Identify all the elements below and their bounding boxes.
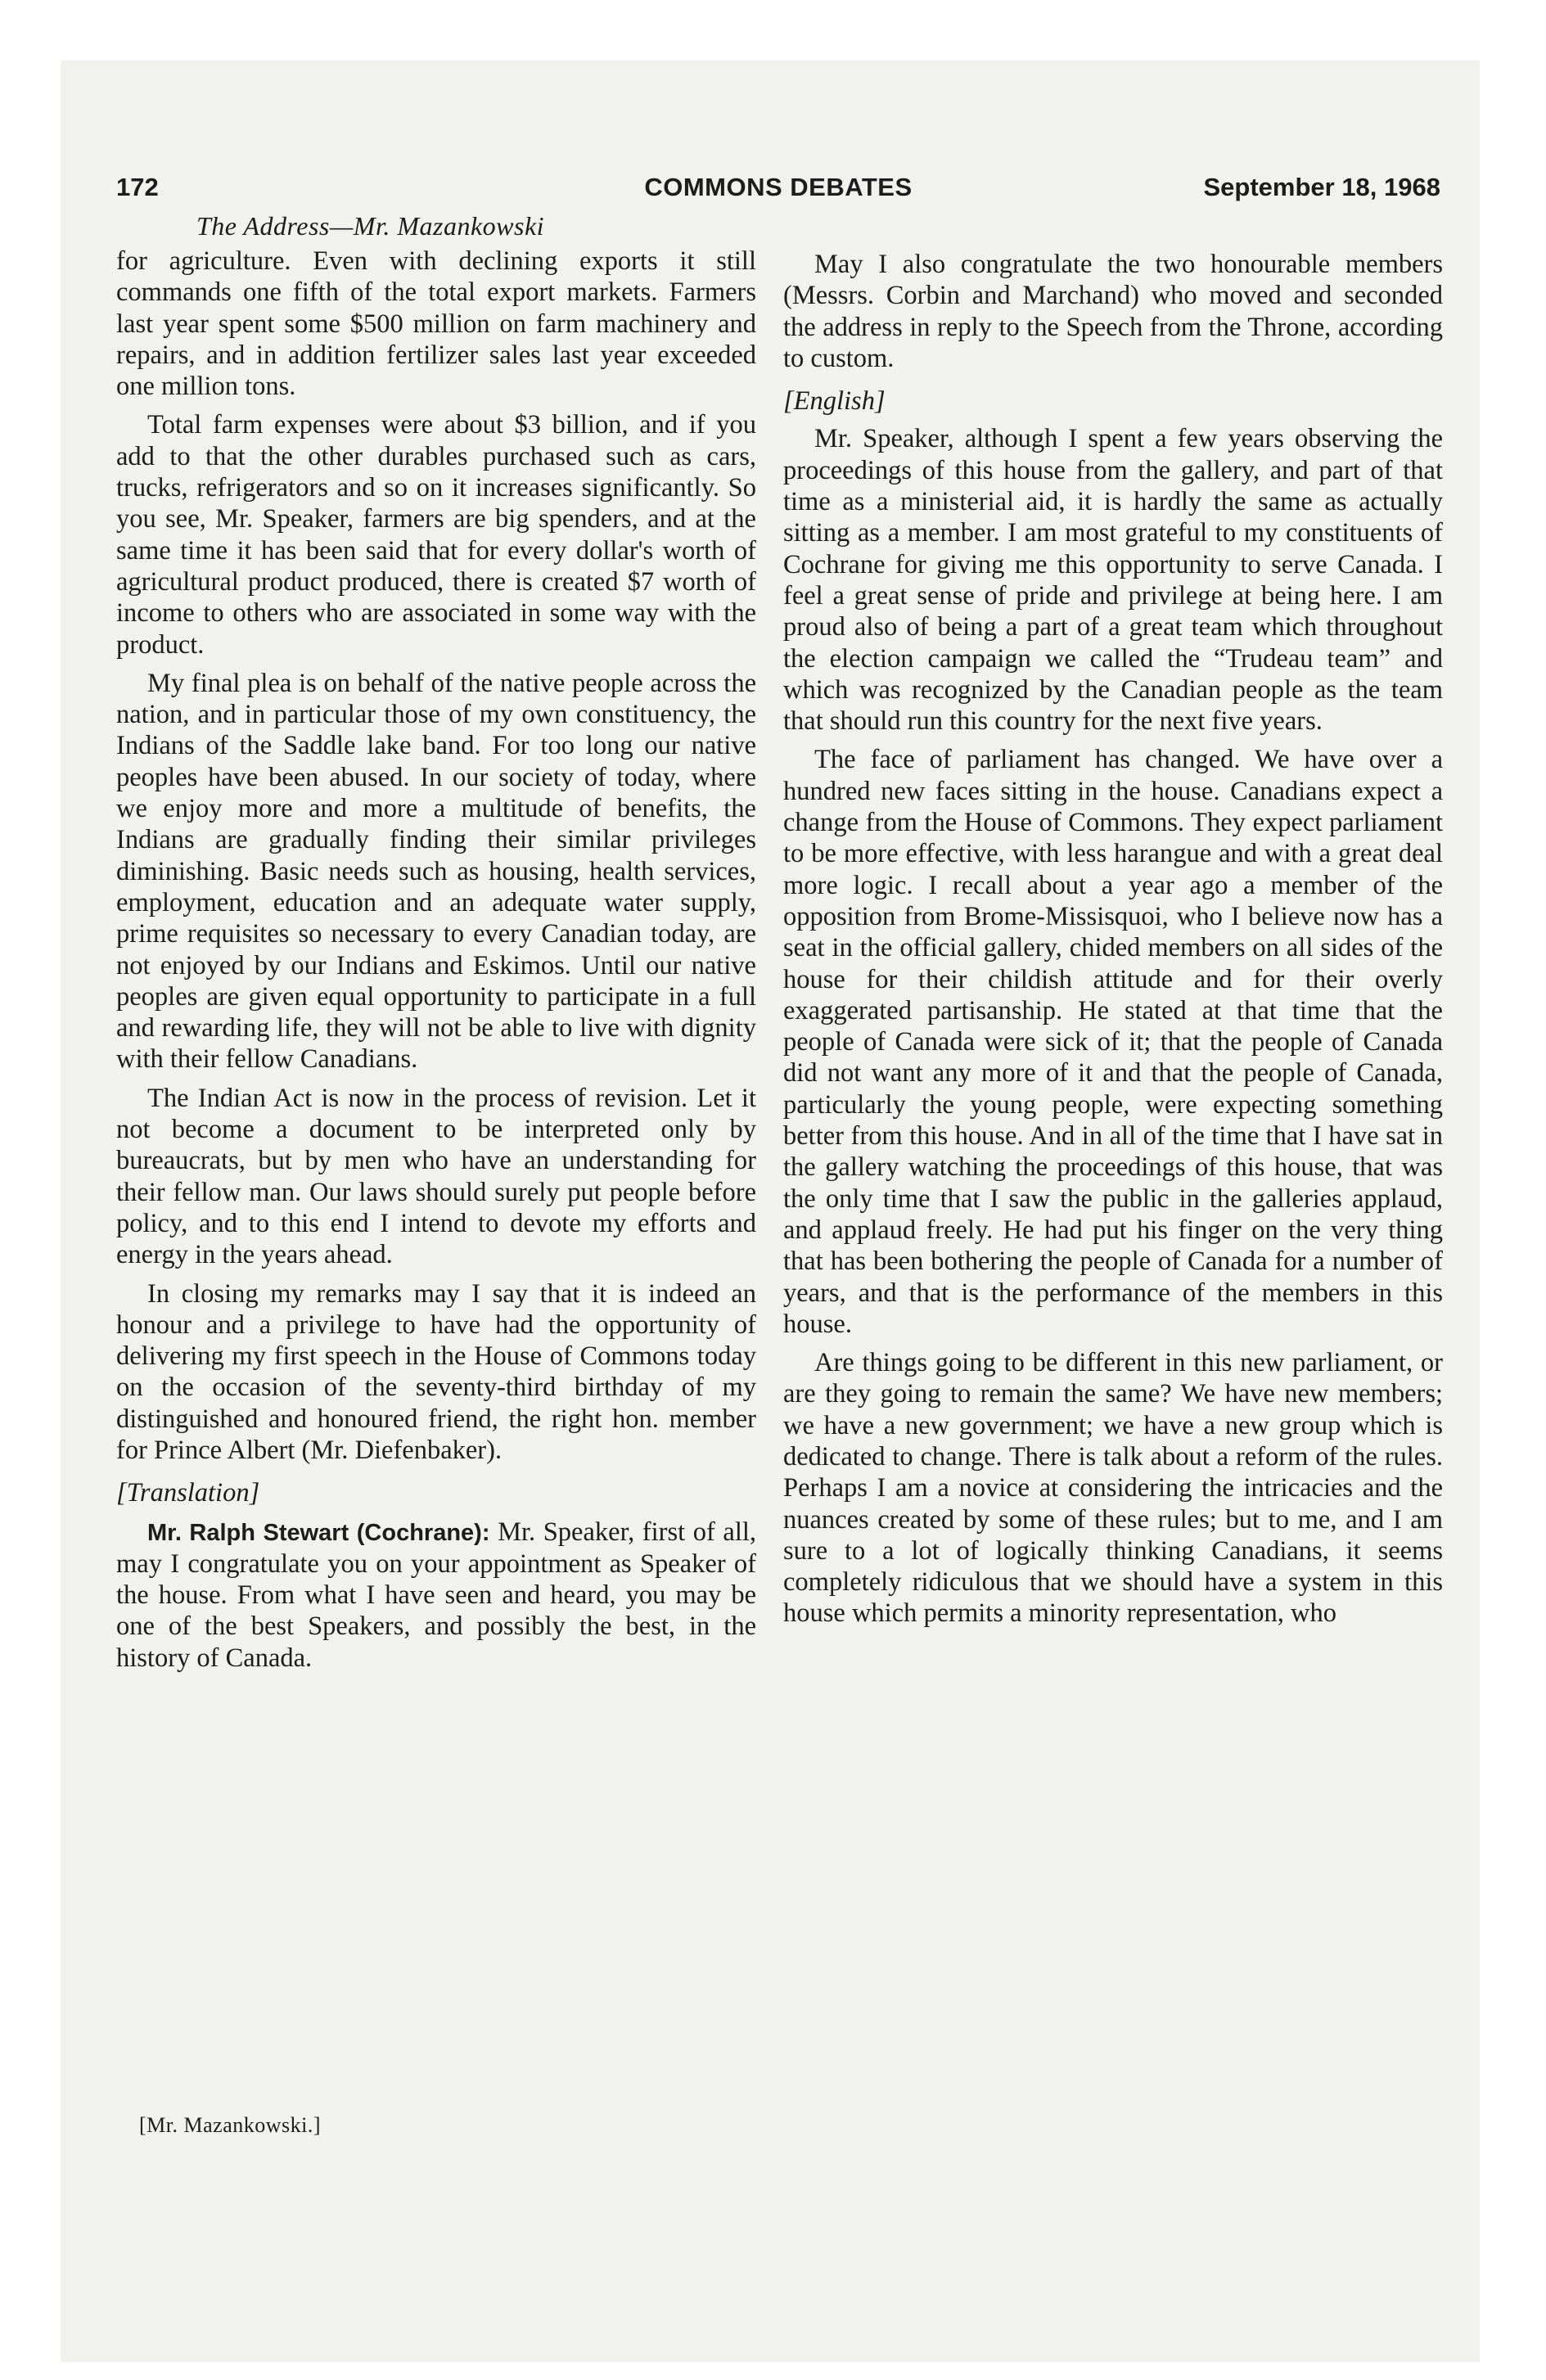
paragraph: May I also congratulate the two honourable members (Messrs. Corbin and Marchand) who moved and seconded the address in reply to the Speech from the Throne, according to custom. [783,250,1443,373]
running-head: The Address—Mr. Mazankowski [196,211,545,241]
paragraph: Total farm expenses were about $3 billion, and if you add to that the other durables purchased such as cars, trucks, refrigerators and so on it increases significantly. So you see, Mr. Speaker, farmers are big spenders, and at the same time it has been said that for every dollar's worth of agricultural product produced, there is created $7 worth of income to others who are associated in some way with the product. [116,410,756,660]
left-column [116,246,756,1674]
speech-text: Mr. Speaker, first of all, may I congratulate you on your appointment as Speaker of the house. From what I have seen and heard, you may be one of the best Speakers, and possibly the best, in the history of Canada. [116,1517,757,1673]
paragraph: My final plea is on behalf of the native people across the nation, and in particular those of my own constituency, the Indians of the Saddle lake band. For too long our native peoples have been abused. In our society of today, where we enjoy more and more a multitude of benefits, the Indians are gradually finding their similar privileges diminishing. Basic needs such as housing, health services, employment, education and an adequate water supply, prime requisites so necessary to every Canadian today, are not enjoyed by our Indians and Eskimos. Until our native peoples are given equal opportunity to participate in a full and rewarding life, they will not be able to live with dignity with their fellow Canadians. [116,668,756,1075]
page-date: September 18, 1968 [1203,173,1440,201]
right-column [783,249,1443,1629]
page-number: 172 [116,173,159,201]
translation-tag: [Translation] [116,1478,260,1508]
page-header [116,167,1440,208]
speaker-name: Mr. Ralph Stewart (Cochrane): [147,1519,490,1546]
english-tag: [English] [783,386,886,417]
publication-title: COMMONS DEBATES [644,173,913,201]
paragraph: Are things going to be different in this new parliament, or are they going to remain the same? We have new members; we have a new government; we have a new group which is dedicated to change. There is talk about a reform of the rules. Perhaps I am a novice at considering the intricacies and the nuances created by some of these rules; but to me, and I am sure to a lot of logically thinking Canadians, it seems completely ridiculous that we should have a system in this house which permits a minority representation, who [783,1348,1443,1629]
paragraph: In closing my remarks may I say that it is indeed an honour and a privilege to have had the opportunity of delivering my first speech in the House of Commons today on the occasion of the seventy-third birthday of my distinguished and honoured friend, the right hon. member for Prince Albert (Mr. Diefenbaker). [116,1278,756,1465]
paragraph: Mr. Speaker, although I spent a few years observing the proceedings of this house from the gallery, and part of that time as a ministerial aid, it is hardly the same as actually sitting as a member. I am most grateful to my constituents of Cochrane for giving me this opportunity to serve Canada. I feel a great sense of pride and privilege at being here. I am proud also of being a part of a great team which throughout the election campaign we called the “Trudeau team” and which was recognized by the Canadian people as the team that should run this country for the next five years. [783,424,1443,737]
paragraph: for agriculture. Even with declining exports it still commands one fifth of the total export markets. Farmers last year spent some $500 million on farm machinery and repairs, and in addition fertilizer sales last year exceeded one million tons. [116,246,756,402]
footnote: [Mr. Mazankowski.] [139,2113,322,2137]
paragraph: The Indian Act is now in the process of revision. Let it not become a document to be interpreted only by bureaucrats, but by men who have an understanding for their fellow man. Our laws should surely put people before policy, and to this end I intend to devote my efforts and energy in the years ahead. [116,1083,756,1270]
speech-paragraph [116,1517,756,1674]
paragraph: The face of parliament has changed. We have over a hundred new faces sitting in the house. Canadians expect a change from the House of Commons. They expect parliament to be more effective, with less harangue and with a great deal more logic. I recall about a year ago a member of the opposition from Brome-Missisquoi, who I believe now has a seat in the official gallery, chided members on all sides of the house for their childish attitude and for their overly exaggerated partisanship. He stated at that time that the people of Canada were sick of it; that the people of Canada did not want any more of it and that the people of Canada, particularly the young people, were expecting something better from this house. And in all of the time that I have sat in the gallery watching the proceedings of this house, that was the only time that I saw the public in the galleries applaud, and applaud freely. He had put his finger on the very thing that has been bothering the people of Canada for a number of years, and that is the performance of the members in this house. [783,745,1443,1339]
